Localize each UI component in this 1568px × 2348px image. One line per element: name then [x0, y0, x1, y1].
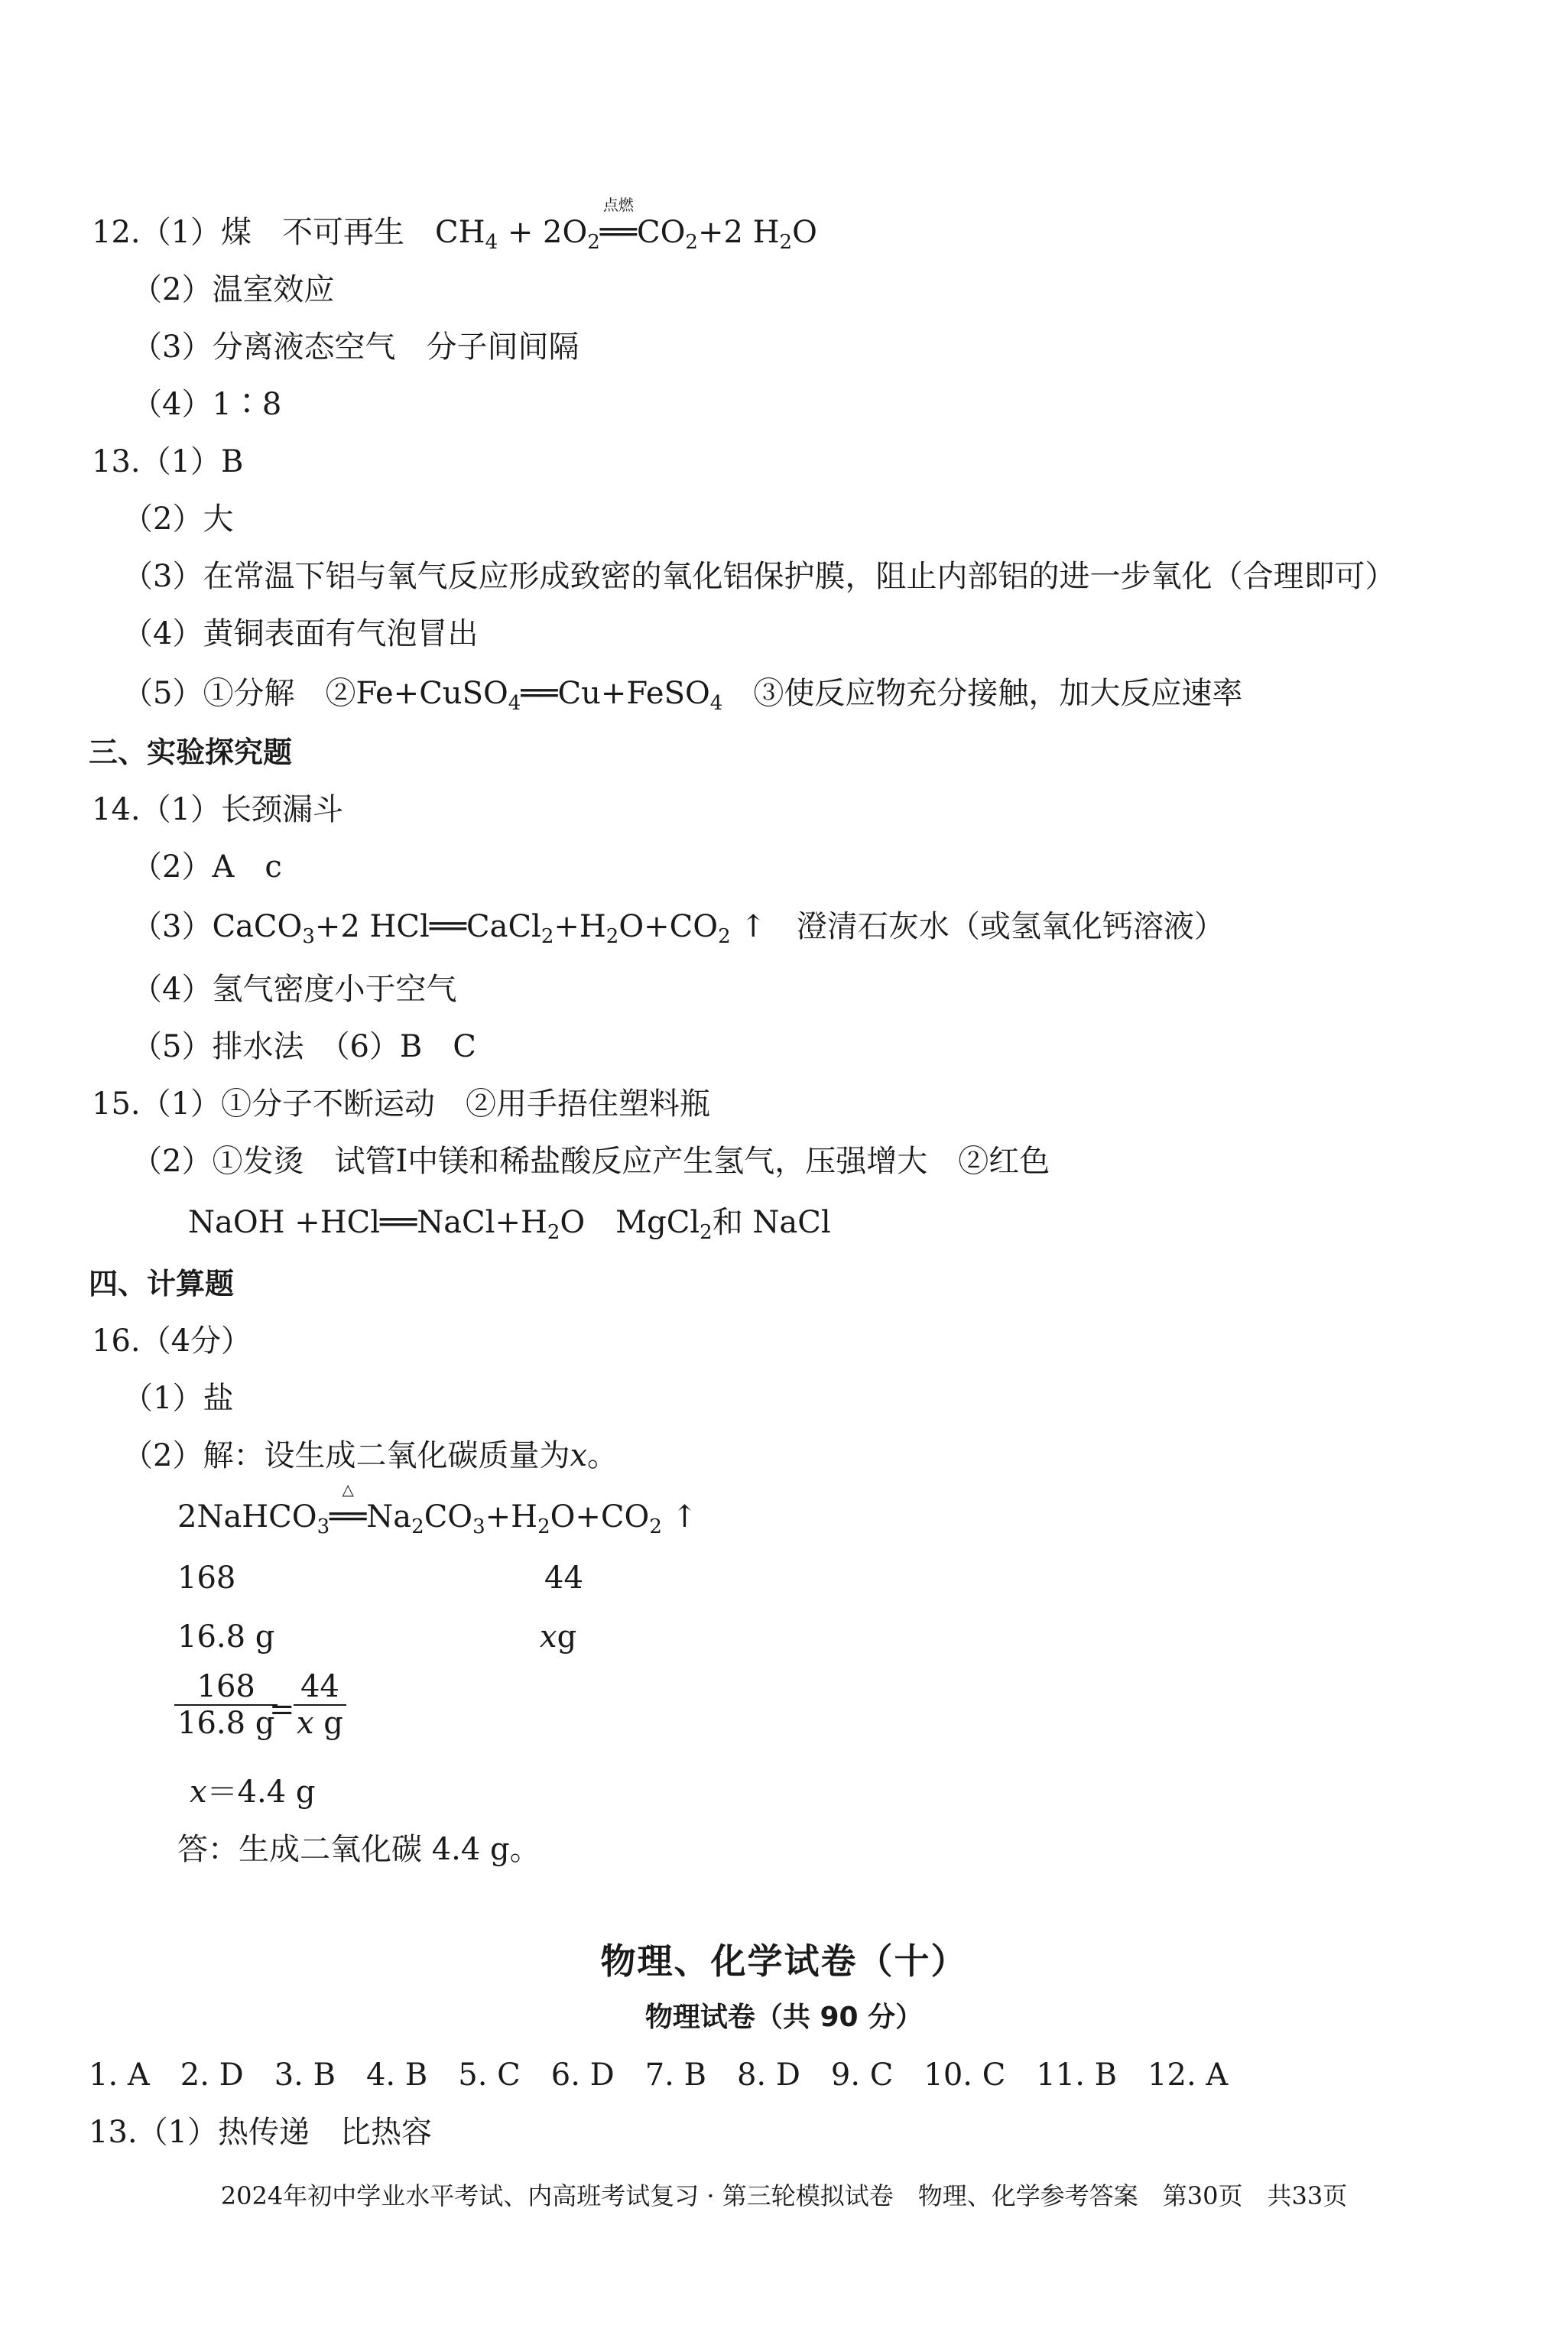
- subscript: 2: [779, 231, 793, 254]
- variable-x: x: [540, 1619, 557, 1655]
- q14-line-3: [131, 908, 1225, 947]
- equation-text: +H: [485, 1499, 538, 1534]
- fraction-equals: =: [269, 1692, 295, 1727]
- q12-line-3: （3）分离液态空气 分子间间隔: [131, 330, 579, 365]
- subscript: 2: [411, 1515, 424, 1538]
- q13-text: ③使反应物充分接触，加大反应速率: [722, 676, 1243, 711]
- equation-text: CO: [424, 1499, 473, 1534]
- q12-text: CO: [637, 215, 686, 250]
- q12-line-1: [92, 196, 817, 254]
- subscript: 4: [709, 692, 723, 715]
- q15-text: NaOH +HCl══NaCl+H: [188, 1205, 547, 1240]
- q14-line-5: （5）排水法 （6）B C: [131, 1029, 476, 1064]
- q12-line-4: （4）1∶8: [131, 387, 282, 422]
- variable-x: x: [297, 1706, 314, 1741]
- q15-line-2: （2）①发烫 试管Ⅰ中镁和稀盐酸反应产生氢气，压强增大 ②红色: [131, 1144, 1050, 1179]
- q15-text: O MgCl: [560, 1205, 700, 1240]
- q14-text: ↑ 澄清石灰水（或氢氧化钙溶液）: [730, 909, 1225, 944]
- result-value: ＝4.4 g: [206, 1775, 316, 1810]
- q13-line-1: 13.（1）B: [92, 444, 244, 479]
- equation-text: Na: [366, 1499, 412, 1534]
- molar-mass-2: 44: [544, 1560, 583, 1596]
- equals-sign: ══: [599, 215, 638, 250]
- subscript: 2: [700, 1221, 713, 1244]
- q12-text: +2 H: [697, 215, 780, 250]
- exam-subtitle: 物理试卷（共 90 分）: [644, 2002, 924, 2033]
- q15-line-1: 15.（1）①分子不断运动 ②用手捂住塑料瓶: [92, 1086, 711, 1122]
- subscript: 2: [685, 231, 698, 254]
- q14-text: O+CO: [618, 909, 719, 944]
- subscript: 2: [537, 1515, 550, 1538]
- unit: g: [557, 1619, 577, 1655]
- q12-text: O: [792, 215, 817, 250]
- reaction-condition: [599, 196, 638, 251]
- physics-q13-line-1: 13.（1）热传递 比热容: [89, 2115, 433, 2150]
- q16-equation: [177, 1480, 698, 1538]
- section-heading-3: 三、实验探究题: [89, 736, 293, 769]
- physics-mc-answers: 1. A 2. D 3. B 4. B 5. C 6. D 7. B 8. D 9. C 10. C 11. B 12. A: [89, 2057, 1229, 2093]
- q13-line-2: （2）大: [122, 502, 234, 537]
- subscript: 2: [547, 1221, 560, 1244]
- molar-mass-1: 168: [177, 1560, 236, 1596]
- q13-text: （5）①分解 ②Fe+CuSO: [122, 676, 508, 711]
- subscript: 2: [718, 925, 731, 948]
- subscript: 3: [317, 1515, 330, 1538]
- subscript: 4: [485, 231, 498, 254]
- subscript: 3: [302, 925, 315, 948]
- q12-line-2: （2）温室效应: [131, 272, 335, 307]
- subscript: 2: [541, 925, 554, 948]
- q15-text: 和 NaCl: [712, 1205, 831, 1240]
- equals-sign: ══: [330, 1499, 367, 1534]
- q12-text: 12.（1）煤 不可再生 CH: [92, 215, 485, 250]
- subscript: 2: [649, 1515, 662, 1538]
- q16-line-2: （1）盐: [122, 1381, 234, 1416]
- section-heading-4: 四、计算题: [89, 1267, 235, 1301]
- q16-line-1: 16.（4分）: [92, 1323, 252, 1359]
- fraction-1: [174, 1669, 278, 1741]
- condition-label: 点燃: [602, 196, 634, 214]
- subscript: 2: [587, 231, 600, 254]
- subscript: 4: [508, 692, 521, 715]
- condition-label: △: [342, 1480, 354, 1499]
- fraction-numerator: 168: [196, 1669, 255, 1704]
- fraction-2: [294, 1669, 346, 1741]
- q14-line-2: （2）A c: [131, 849, 282, 885]
- reaction-condition: [330, 1480, 367, 1535]
- q14-line-1: 14.（1）长颈漏斗: [92, 792, 344, 827]
- q16-text: （2）解：设生成二氧化碳质量为: [122, 1438, 570, 1473]
- exam-title: 物理、化学试卷（十）: [600, 1940, 968, 1982]
- q14-text: +H: [554, 909, 606, 944]
- q13-line-5: [122, 675, 1242, 713]
- fraction-denominator: 16.8 g: [177, 1706, 275, 1741]
- equation-text: 2NaHCO: [177, 1499, 317, 1534]
- q15-line-3: [188, 1204, 831, 1242]
- q14-text: +2 HCl══CaCl: [314, 909, 541, 944]
- unknown-mass: [540, 1619, 576, 1655]
- fraction-denominator: [294, 1706, 346, 1741]
- equation-text: ↑: [661, 1499, 698, 1534]
- q13-line-3: （3）在常温下铝与氧气反应形成致密的氧化铝保护膜，阻止内部铝的进一步氧化（合理即可）: [122, 559, 1396, 594]
- subscript: 2: [605, 925, 619, 948]
- q16-text: 。: [587, 1438, 618, 1473]
- subscript: 3: [472, 1515, 485, 1538]
- variable-x: x: [190, 1775, 207, 1810]
- variable-x: x: [570, 1438, 588, 1473]
- given-mass: 16.8 g: [177, 1619, 275, 1655]
- q14-line-4: （4）氢气密度小于空气: [131, 972, 457, 1007]
- q12-text: + 2O: [498, 215, 588, 250]
- answer-line: 答：生成二氧化碳 4.4 g。: [177, 1832, 541, 1867]
- q13-line-4: （4）黄铜表面有气泡冒出: [122, 616, 479, 651]
- unit: g: [313, 1706, 343, 1741]
- page-footer: 2024年初中学业水平考试、内高班考试复习 · 第三轮模拟试卷 物理、化学参考答案 第30页 共33页: [220, 2181, 1348, 2210]
- fraction-numerator: 44: [300, 1669, 339, 1704]
- q14-text: （3）CaCO: [131, 909, 303, 944]
- result-line: [190, 1774, 316, 1811]
- q16-line-3: [122, 1437, 618, 1474]
- equation-text: O+CO: [550, 1499, 650, 1534]
- q13-text: ══Cu+FeSO: [521, 676, 710, 711]
